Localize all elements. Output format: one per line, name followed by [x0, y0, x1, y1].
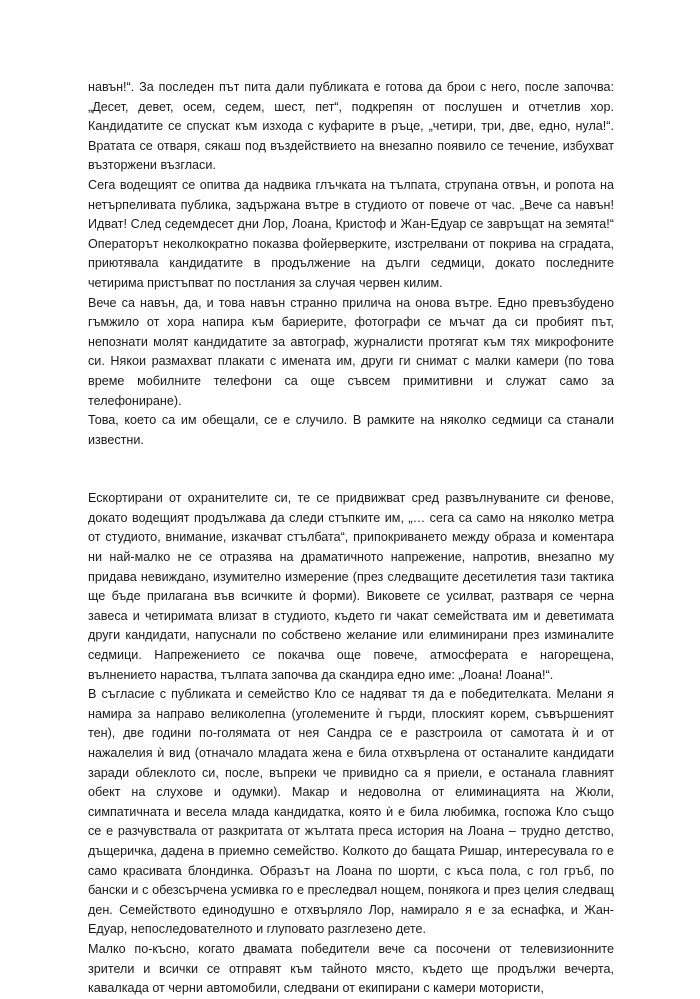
paragraph-4: Това, което са им обещали, се е случило. В рамките на няколко седмици са станали известни. [88, 413, 614, 447]
paragraph-2: Сега водещият се опитва да надвика глъчката на тълпата, струпана отвън, и ропота на нетърпеливата публика, задържана вътре в студиото от повече от час. „Вече са навън! Идват! След седемдесет дни Лор, Лоана, Кристоф и Жан-Едуар се завръщат на земята!“ Операторът неколкократно показва фойерверките, изстрелвани от покрива на сградата, приютявала кандидатите в продължение на дълги седмици, докато последните четирима пристъпват по постлания за случая червен килим. [88, 177, 614, 290]
paragraph-1: навън!“. За последен път пита дали публиката е готова да брои с него, после започва: „Десет, девет, осем, седем, шест, пет“, подкрепян от послушен и отчетлив хор. Кандидатите се спускат към изхода с куфарите в ръце, „четири, три, две, едно, нула!“. Вратата се отваря, сякаш под въздействието на внезапно появило се течение, избухват възторжени възгласи. [88, 80, 614, 173]
paragraph-3: Вече са навън, да, и това навън странно прилича на онова вътре. Едно превъзбудено гъмжило от хора напира към бариерите, фотографи се мъчат да си пробият път, непознати молят кандидатите за автограф, журналисти протягат към тях микрофоните си. Някои размахват плакати с имената им, други ги снимат с малки камери (по това време мобилните телефони са още съвсем примитивни и служат само за телефониране). [88, 295, 614, 408]
paragraph-5: Ескортирани от охранителите си, те се придвижват сред развълнуваните си фенове, докато водещият продължава да следи стъпките им, „… сега са само на няколко метра от студиото, внимание, изкачват стълбата“, припокриването между образа и коментара ни най-малко не се отразява на драматичното напрежение, напротив, внезапно му придава невиждано, изумително измерение (през следващите десетилетия тази тактика ще бъде прилагана във всичките ѝ форми). Виковете се усилват, разтваря се черна завеса и четиримата влизат в студиото, където ги чакат семействата им и деветимата други кандидати, напуснали по собствено желание или елиминирани през изминалите седмици. Напрежението се покачва още повече, атмосферата е нагорещена, вълнението нараства, тълпата започва да скандира едно име: „Лоана! Лоана!“. [88, 491, 614, 682]
paragraph-spacer [88, 450, 614, 489]
paragraph-7: Малко по-късно, когато двамата победители вече са посочени от телевизионните зрители и всички се отправят към тайното място, където ще продължи вечерта, кавалкада от черни автомобили, следвани от екипирани с камери мотористи, [88, 941, 614, 996]
paragraph-6: В съгласие с публиката и семейство Кло се надяват тя да е победителката. Мелани я намира за направо великолепна (уголемените ѝ гърди, плоският корем, съвършеният тен), две години по-голямата от нея Сандра се е разстроила от самотата ѝ и от нажалелия ѝ вид (отначало младата жена е била отхвърлена от останалите кандидати заради облеклото си, после, въпреки че привидно са я приели, е останала главният обект на слухове и одумки). Макар и недоволна от елиминацията на Жюли, симпатичната и весела млада кандидатка, която ѝ е била любимка, госпожа Кло също се е разчувствала от разкритата от жълтата преса история на Лоана – трудно детство, дъщеричка, дадена в приемно семейство. Колкото до бащата Ришар, интересувала го е само красивата блондинка. Образът на Лоана по шорти, с къса пола, с гол гръб, по бански и с обезсърчена усмивка го е преследвал нощем, понякога и през целия следващ ден. Семейството единодушно е отхвърляло Лор, намирало я е за еснафка, и Жан-Едуар, непоследователното и глуповато разглезено дете. [88, 687, 614, 937]
document-page [88, 78, 614, 999]
